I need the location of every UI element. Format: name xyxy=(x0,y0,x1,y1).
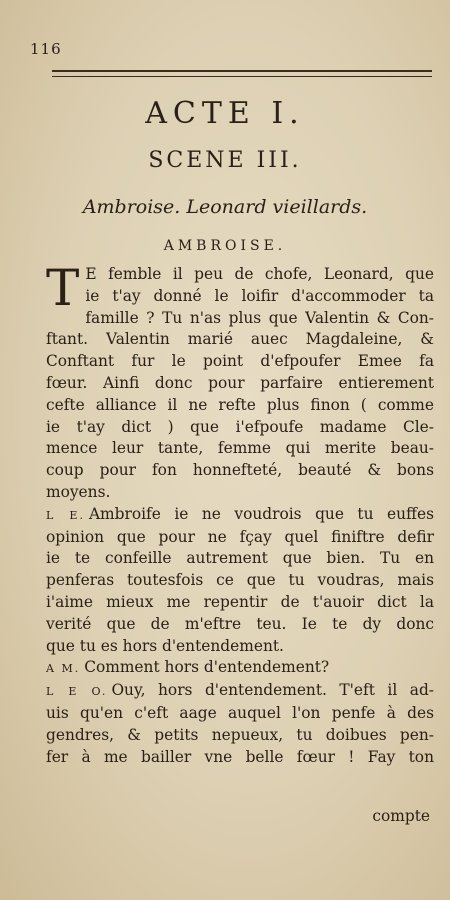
text-line: mence leur tante, femme qui merite beau- xyxy=(46,439,434,458)
text-line: ie te confeille autrement que bien. Tu en xyxy=(46,549,434,568)
character-list: Ambroise. Leonard vieillards. xyxy=(82,196,368,218)
act-title: ACTE I. xyxy=(145,96,305,131)
text-line: gendres, & petits nepueux, tu doibues pen- xyxy=(46,725,434,744)
text-line: i'aime mieux me repentir de t'auoir dict la xyxy=(46,592,434,611)
text-line: coup pour fon honnefteté, beauté & bons xyxy=(46,461,434,480)
speaker-label: A M. xyxy=(46,662,81,676)
text-line: que tu es hors d'entendement. xyxy=(46,636,284,655)
text-line: opinion que pour ne fçay quel finiftre defir xyxy=(46,527,434,546)
speaker-label: L E. xyxy=(46,508,85,522)
speech-line xyxy=(46,504,434,527)
text-line: Comment hors d'entendement? xyxy=(84,658,330,677)
text-line: ie t'ay donné le loifir d'accommoder ta xyxy=(85,286,434,305)
text-line: penferas toutesfois ce que tu voudras, mais xyxy=(46,571,434,590)
text-line: famille ? Tu n'as plus que Valentin & Con- xyxy=(85,308,434,327)
speech-line xyxy=(46,657,434,680)
text-line: ie t'ay dict ) que i'efpoufe madame Cle- xyxy=(46,417,434,436)
header-rule xyxy=(52,70,432,77)
speech-line xyxy=(46,680,434,703)
catchword: compte xyxy=(372,807,430,825)
text-line: Ouy, hors d'entendement. T'eft il ad- xyxy=(111,681,434,700)
text-line: ftant. Valentin marié auec Magdaleine, & xyxy=(46,330,434,349)
text-line: verité que de m'eftre teu. Ie te dy donc xyxy=(46,614,434,633)
text-line: cefte alliance il ne refte plus finon ( comme xyxy=(46,395,434,414)
drop-cap: T xyxy=(46,259,80,317)
text-line: Conftant fur le point d'efpoufer Emee fa xyxy=(46,352,434,371)
speaker-label: L E O. xyxy=(46,685,108,699)
text-line: E femble il peu de chofe, Leonard, que xyxy=(85,265,434,283)
text-line: fer à me bailler vne belle fœur ! Fay ton xyxy=(46,747,434,766)
scene-title: SCENE III. xyxy=(148,148,302,173)
speaker-heading: AMBROISE. xyxy=(163,238,287,254)
dialogue-text xyxy=(46,259,434,768)
page-number: 116 xyxy=(30,40,62,58)
text-line: moyens. xyxy=(46,482,111,501)
text-line: uis qu'en c'eft aage auquel l'on penfe à des xyxy=(46,703,434,722)
text-line: fœur. Ainfi donc pour parfaire entierement xyxy=(46,373,434,392)
text-line: Ambroife ie ne voudrois que tu euffes xyxy=(88,504,434,523)
